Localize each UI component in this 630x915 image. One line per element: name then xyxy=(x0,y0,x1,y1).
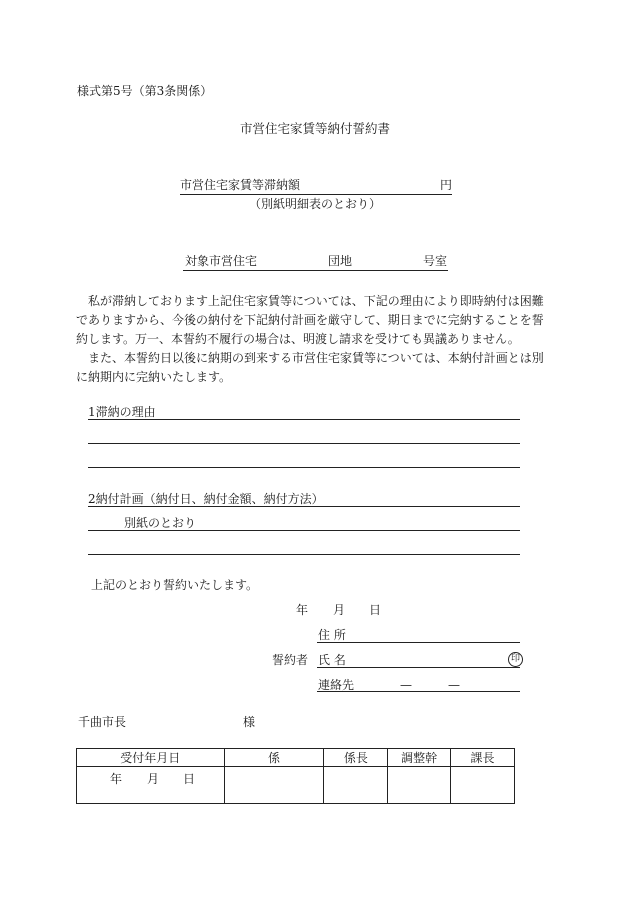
closing-text: 上記のとおり誓約いたします。 xyxy=(91,578,259,592)
housing-line[interactable] xyxy=(183,255,448,271)
date-day: 日 xyxy=(369,603,382,617)
plan-line-3[interactable] xyxy=(88,554,520,555)
contact-line[interactable] xyxy=(317,691,520,692)
pledge-date[interactable] xyxy=(0,604,630,618)
reason-line-1[interactable] xyxy=(88,419,520,420)
reason-line-2[interactable] xyxy=(88,443,520,444)
housing-room: 号室 xyxy=(423,254,448,268)
received-year: 年 xyxy=(110,772,123,786)
reason-line-3[interactable] xyxy=(88,467,520,468)
plan-line-1[interactable] xyxy=(88,506,520,507)
form-number: 様式第5号（第3条関係） xyxy=(77,84,213,98)
header-coordinator: 調整幹 xyxy=(388,749,451,767)
cell-received-date[interactable] xyxy=(77,767,225,804)
plan-text: 別紙のとおり xyxy=(124,516,197,530)
received-month: 月 xyxy=(147,772,160,786)
header-section-head: 課長 xyxy=(451,749,515,767)
cell-staff-stamp[interactable] xyxy=(224,767,324,804)
addressee-name: 千曲市長 xyxy=(78,715,127,729)
name-line[interactable] xyxy=(317,667,520,668)
header-staff: 係 xyxy=(224,749,324,767)
date-month: 月 xyxy=(333,603,346,617)
address-label: 住 所 xyxy=(318,628,346,642)
header-chief: 係長 xyxy=(324,749,388,767)
pledger-role: 誓約者 xyxy=(272,653,309,667)
received-day: 日 xyxy=(183,772,196,786)
body-paragraph-1: 私が滞納しております上記住宅家賃等については、下記の理由により即時納付は困難でありますから、今後の納付を下記納付計画を厳守して、期日までに完納することを誓約します。万一、本誓約不履行の場合は、明渡し請求を受けても異議ありません。 xyxy=(76,294,544,346)
section2-label: 2納付計画（納付日、納付金額、納付方法） xyxy=(88,492,324,506)
seal-mark: 印 xyxy=(508,652,523,667)
arrears-amount-line[interactable] xyxy=(180,179,452,195)
plan-line-2[interactable] xyxy=(88,530,520,531)
cell-chief-stamp[interactable] xyxy=(324,767,388,804)
contact-dash-1: — xyxy=(400,678,412,692)
section1-label: 1滞納の理由 xyxy=(88,405,156,419)
cell-coordinator-stamp[interactable] xyxy=(388,767,451,804)
contact-dash-2: — xyxy=(448,678,460,692)
name-label: 氏 名 xyxy=(318,653,346,667)
address-line[interactable] xyxy=(317,642,520,643)
contact-label: 連絡先 xyxy=(318,678,355,692)
document-title: 市営住宅家賃等納付誓約書 xyxy=(239,121,390,136)
housing-label: 対象市営住宅 xyxy=(185,254,258,268)
office-use-table xyxy=(76,748,515,804)
header-received-date: 受付年月日 xyxy=(77,749,225,767)
arrears-note: （別紙明細表のとおり） xyxy=(248,197,381,211)
arrears-unit: 円 xyxy=(439,178,452,192)
arrears-label: 市営住宅家賃等滞納額 xyxy=(180,178,301,192)
addressee-honorific: 様 xyxy=(243,715,256,729)
date-year: 年 xyxy=(296,603,309,617)
cell-section-head-stamp[interactable] xyxy=(451,767,515,804)
pledge-body xyxy=(76,292,554,387)
housing-danchi: 団地 xyxy=(328,254,353,268)
body-paragraph-2: また、本誓約日以後に納期の到来する市営住宅家賃等については、本納付計画とは別に納期内に完納いたします。 xyxy=(76,351,544,384)
